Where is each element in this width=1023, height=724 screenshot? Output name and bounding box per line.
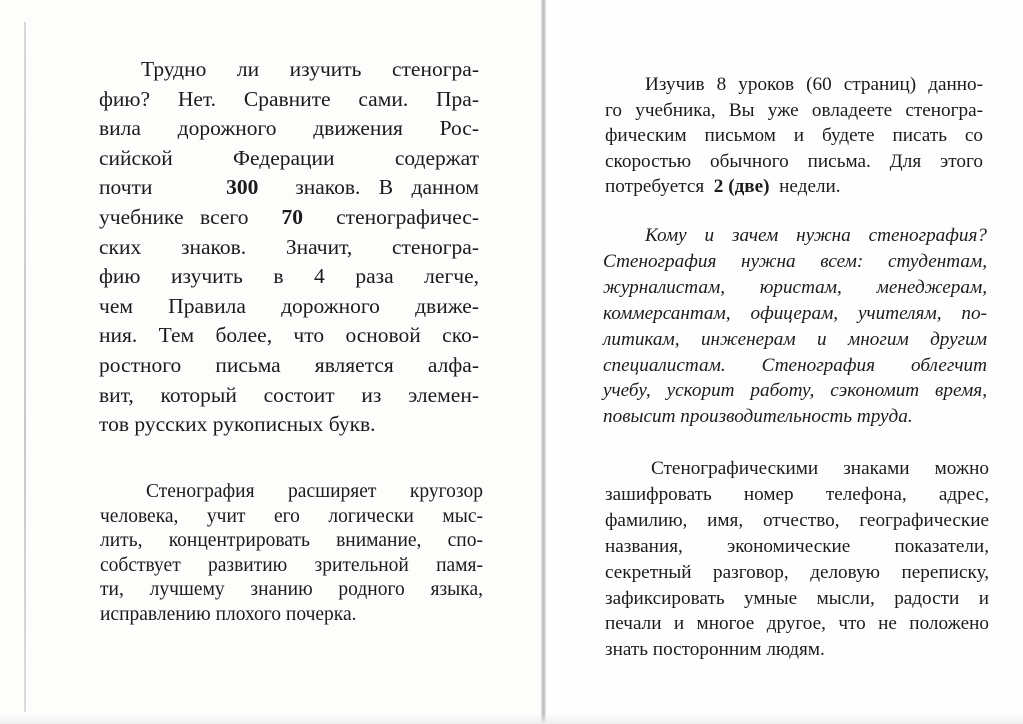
text-line: Стенография расширяет кругозор xyxy=(146,481,483,502)
text-line: журналистам, юристам, менеджерам, xyxy=(603,276,987,298)
text-line: Изучив 8 уроков (60 страниц) данно- xyxy=(645,74,983,95)
text-segment: почти xyxy=(99,175,153,200)
text-line: Стенография нужна всем: студентам, xyxy=(603,250,987,272)
right-paragraph-who-needs xyxy=(603,223,987,430)
text-line: вила дорожного движения Рос- xyxy=(99,116,479,141)
text-line: ния. Тем более, что основой ско- xyxy=(99,323,479,348)
text-line: собствует развитию зрительной памя- xyxy=(100,554,483,576)
text-segment: потребуется xyxy=(605,176,705,198)
text-line: тов русских рукописных букв. xyxy=(99,412,376,437)
text-line: вит, который состоит из элемен- xyxy=(99,382,479,407)
page-edge-shadow xyxy=(24,22,26,712)
text-line: учебу, ускорит работу, сэкономит время, xyxy=(603,380,987,402)
text-line xyxy=(99,203,479,233)
text-line: повысит производительность труда. xyxy=(603,406,913,428)
text-line: зашифровать номер телефона, адрес, xyxy=(605,483,989,505)
text-line: специалистам. Стенография облегчит xyxy=(603,354,987,376)
text-line xyxy=(99,173,479,203)
text-segment: знаков. В данном xyxy=(295,175,479,200)
text-line: ти, лучшему знанию родного языка, xyxy=(100,579,483,600)
text-line: Кому и зачем нужна стенография? xyxy=(645,225,987,246)
text-line: ростного письма является алфа- xyxy=(99,352,479,377)
text-line: фамилию, имя, отчество, географические xyxy=(605,509,989,531)
text-line: секретный разговор, деловую переписку, xyxy=(605,561,989,583)
text-line: фию? Нет. Сравните сами. Пра- xyxy=(99,86,479,111)
bold-duration: 2 (две) xyxy=(713,176,770,198)
text-segment: стенографичес- xyxy=(336,204,480,229)
bold-number: 300 xyxy=(226,175,259,200)
text-line: чем Правила дорожного движе- xyxy=(99,293,479,318)
text-line: литикам, инженерам и многим другим xyxy=(603,328,987,350)
text-line: коммерсантам, офицерам, учителям, по- xyxy=(603,302,987,324)
text-line: Трудно ли изучить стеногра- xyxy=(141,57,479,81)
text-line xyxy=(605,174,983,200)
text-line: скоростью обычного письма. Для этого xyxy=(605,150,983,172)
text-line: зафиксировать умные мысли, радости и xyxy=(605,587,989,609)
text-line: человека, учит его логически мыс- xyxy=(100,505,483,527)
text-line: лить, концентрировать внимание, спо- xyxy=(100,530,483,551)
text-line: фическим письмом и будете писать со xyxy=(605,125,983,147)
text-segment: недели. xyxy=(779,176,841,198)
text-line: исправлению плохого почерка. xyxy=(100,603,357,625)
text-line: ских знаков. Значит, стеногра- xyxy=(99,234,479,259)
text-line: названия, экономические показатели, xyxy=(605,535,989,557)
text-line: го учебника, Вы уже овладеете стеногра- xyxy=(605,99,983,121)
right-paragraph-encode xyxy=(605,456,989,663)
text-segment: учебнике всего xyxy=(99,204,249,229)
text-line: печали и многое другое, что не положено xyxy=(605,613,989,635)
left-paragraph-intro xyxy=(99,55,479,440)
left-paragraph-benefits xyxy=(100,480,483,627)
text-line: фию изучить в 4 раза легче, xyxy=(99,264,479,289)
text-line: Стенографическими знаками можно xyxy=(651,458,989,479)
text-line: сийской Федерации содержат xyxy=(99,145,479,170)
scan-bottom-shadow xyxy=(0,714,1023,724)
right-paragraph-lessons xyxy=(605,72,983,200)
bold-number: 70 xyxy=(281,204,304,229)
text-line: знать посторонним людям. xyxy=(605,639,825,661)
